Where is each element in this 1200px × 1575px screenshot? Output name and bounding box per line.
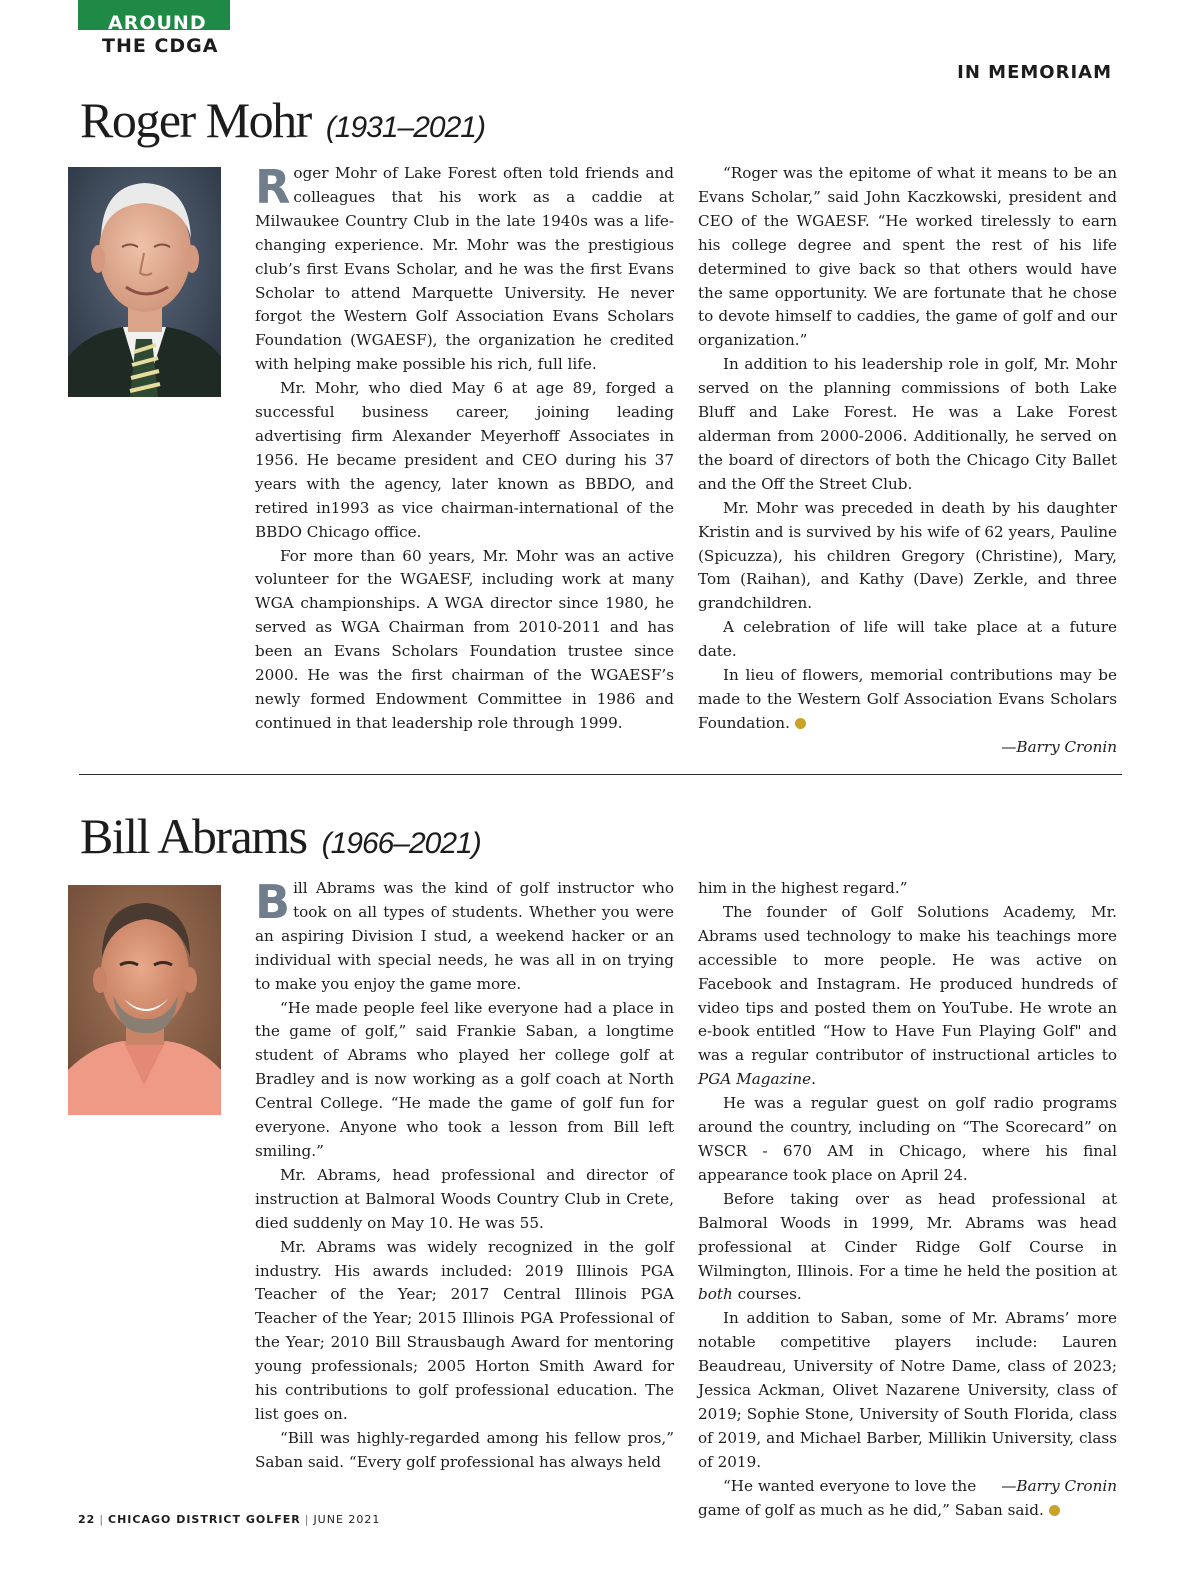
footer-separator: | (304, 1513, 310, 1526)
article2-name: Bill Abrams (80, 808, 307, 864)
article1-paragraph: In addition to his leadership role in golf, Mr. Mohr served on the planning commissions of both Lake Bluff and Lake Forest. He was a Lake Forest alderman from 2000-2006. Additionally, he served on the board of directors of both the Chicago City Ballet and the Off the Street Club. (698, 355, 1117, 493)
article1-paragraph (255, 162, 674, 377)
article2-paragraph: Mr. Abrams, head professional and director of instruction at Balmoral Woods Country Club in Crete, died suddenly on May 10. He was 55. (255, 1165, 674, 1232)
publication-name: CHICAGO DISTRICT GOLFER (108, 1513, 301, 1526)
article1-closing-text: In lieu of flowers, memorial contributions may be made to the Western Golf Association Evans Scholars Foundation. (698, 666, 1117, 732)
article2-column-2 (698, 877, 1117, 1522)
article2-paragraph: him in the highest regard.” (698, 879, 908, 897)
article2-years: (1966–2021) (321, 827, 481, 860)
article1-paragraph: “Roger was the epitome of what it means to be an Evans Scholar,” said John Kaczkowski, president and CEO of the WGAESF. “He worked tirelessly to earn his college degree and spent the rest of his life determined to give back so that others would have the same opportunity. We are fortunate that he chose to devote himself to caddies, the game of golf and our organization.” (698, 164, 1117, 350)
article1-dropcap: R (255, 160, 291, 214)
article1-paragraph: Mr. Mohr was preceded in death by his daughter Kristin and is survived by his wife of 62 years, Pauline (Spicuzza), his children Gregory (Christine), Mary, Tom (Raihan), and Kathy (Dave) Zerkle, and three grandchildren. (698, 498, 1117, 613)
article1-paragraph: For more than 60 years, Mr. Mohr was an active volunteer for the WGAESF, including work at many WGA championships. A WGA director since 1980, he served as WGA Chairman from 2010-2011 and has been an Evans Scholars Foundation trustee since 2000. He was the first chairman of the WGAESF’s newly formed Endowment Committee in 1986 and continued in that leadership role through 1999. (255, 546, 674, 732)
section-tag-bottom: THE CDGA (102, 35, 219, 57)
article1-paragraph (698, 664, 1117, 736)
article2-dropcap: B (255, 875, 291, 929)
issue-date: JUNE 2021 (313, 1513, 381, 1526)
section-tag-top: AROUND (108, 12, 207, 34)
section-label: IN MEMORIAM (957, 62, 1112, 83)
section-divider (79, 774, 1122, 775)
roger-mohr-portrait (68, 167, 221, 397)
page-number: 22 (78, 1513, 96, 1526)
article2-paragraph (698, 1475, 1117, 1523)
article2-paragraph (698, 1188, 1117, 1308)
article1-column-2 (698, 162, 1117, 760)
end-mark-icon (1049, 1505, 1060, 1516)
end-mark-icon (795, 718, 806, 729)
article2-text: courses. (737, 1285, 802, 1304)
page-footer (78, 1513, 380, 1526)
bill-abrams-portrait (68, 885, 221, 1115)
article2-paragraph: “Bill was highly-regarded among his fellow pros,” Saban said. “Every golf professional has always held (255, 1428, 674, 1471)
article2-paragraph: “He made people feel like everyone had a place in the game of golf,” said Frankie Saban, a longtime student of Abrams who played her college golf at Bradley and is now working as a golf coach at North Central College. “He made the game of golf fun for everyone. Anyone who took a lesson from Bill left smiling.” (255, 998, 674, 1160)
article2-text: Before taking over as head professional at Balmoral Woods in 1999, Mr. Abrams was head professional at Cinder Ridge Golf Course in Wilmington, Illinois. For a time he held the position at (698, 1189, 1117, 1280)
article2-text: . (811, 1070, 816, 1089)
article2-paragraph (255, 877, 674, 997)
footer-separator: | (99, 1513, 105, 1526)
article2-column-1 (255, 877, 674, 1475)
article1-column-1 (255, 162, 674, 736)
article2-closing-text: “He wanted everyone to love the game of golf as much as he did,” Saban said. (698, 1476, 1044, 1519)
article1-paragraph: Mr. Mohr, who died May 6 at age 89, forged a successful business career, joining leading advertising firm Alexander Meyerhoff Associates in 1956. He became president and CEO during his 37 years with the agency, later known as BBDO, and retired in1993 as vice chairman-international of the BBDO Chicago office. (255, 379, 674, 541)
article1-title (80, 90, 485, 158)
article2-paragraph: In addition to Saban, some of Mr. Abrams’ more notable competitive players include: Lauren Beaudreau, University of Notre Dame, class of 2023; Jessica Ackman, Olivet Nazarene University, class of 2019; Sophie Stone, University of South Florida, class of 2019, and Michael Barber, Millikin University, class of 2019. (698, 1309, 1117, 1471)
article1-col1-text: oger Mohr of Lake Forest often told friends and colleagues that his work as a caddie at Milwaukee Country Club in the late 1940s was a life-changing experience. Mr. Mohr was the prestigious club’s first Evans Scholar, and he was the first Evans Scholar to attend Marquette University. He never forgot the Western Golf Association Evans Scholars Foundation (WGAESF), the organization he credited with helping make possible his rich, full life. (255, 164, 674, 374)
article1-name: Roger Mohr (80, 92, 311, 148)
article2-signature: —Barry Cronin (1001, 1476, 1117, 1495)
article1-years: (1931–2021) (325, 111, 485, 144)
article1-signature: —Barry Cronin (1001, 737, 1117, 756)
magazine-title: PGA Magazine (698, 1070, 812, 1089)
article2-paragraph: He was a regular guest on golf radio programs around the country, including on “The Scorecard” on WSCR - 670 AM in Chicago, where his final appearance took place on April 24. (698, 1094, 1117, 1184)
article2-col1-text: ill Abrams was the kind of golf instructor who took on all types of students. Whether you were an aspiring Division I stud, a weekend hacker or an individual with special needs, he was all in on trying to make you enjoy the game more. (255, 879, 674, 993)
article2-emphasis: both (698, 1285, 733, 1304)
article2-paragraph (698, 901, 1117, 1092)
article2-title (80, 806, 481, 874)
article1-paragraph: A celebration of life will take place at a future date. (698, 618, 1117, 661)
article2-paragraph: Mr. Abrams was widely recognized in the golf industry. His awards included: 2019 Illinois PGA Teacher of the Year; 2017 Central Illinois PGA Teacher of the Year; 2015 Illinois PGA Professional of the Year; 2010 Bill Strausbaugh Award for mentoring young professionals; 2005 Horton Smith Award for his contributions to golf professional education. The list goes on. (255, 1237, 674, 1423)
article2-text: The founder of Golf Solutions Academy, Mr. Abrams used technology to make his teachings more accessible to more people. He was active on Facebook and Instagram. He produced hundreds of video tips and posted them on YouTube. He wrote an e-book entitled “How to Have Fun Playing Golf" and was a regular contributor of instructional articles to (698, 902, 1117, 1065)
